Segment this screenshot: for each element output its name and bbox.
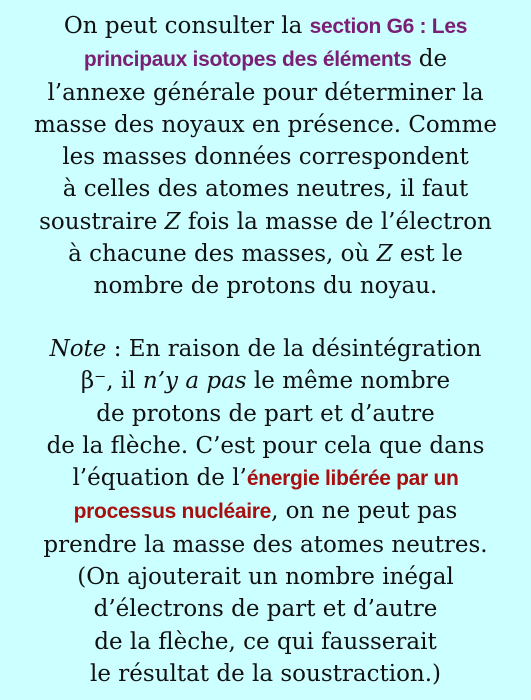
text-line: d’électrons de part et d’autre	[93, 596, 438, 623]
text-line: le résultat de la soustraction.)	[89, 660, 442, 687]
text-line	[0, 333, 531, 365]
text-span: de	[411, 46, 448, 73]
emphasis-text: n’y a pas	[142, 368, 247, 395]
link-section-g6[interactable]	[310, 15, 467, 38]
text-line: prendre la masse des atomes neutres.	[43, 531, 488, 558]
text-line: les masses données correspondent	[62, 144, 469, 171]
link-section-g6-continued[interactable]	[84, 48, 412, 71]
text-line: (On ajouterait un nombre inégal	[77, 564, 454, 591]
text-line	[0, 206, 531, 238]
link-energie-liberee[interactable]	[247, 467, 459, 490]
text-line: masse des noyaux en présence. Comme	[33, 111, 498, 138]
text-span: à chacune des masses, où	[68, 241, 377, 268]
link-text[interactable]: section G6 : Les	[309, 15, 468, 38]
text-line	[0, 495, 531, 528]
text-line	[0, 365, 531, 397]
link-text[interactable]: principaux isotopes des éléments	[83, 48, 412, 72]
text-span: On peut consulter la	[63, 13, 310, 39]
text-line: l’annexe générale pour déterminer la	[47, 79, 484, 106]
text-line	[0, 238, 531, 270]
text-span: fois la masse de l’électron	[180, 208, 492, 235]
variable-z: Z	[164, 208, 181, 235]
text-line	[0, 10, 531, 43]
text-span: β⁻, il	[80, 368, 143, 395]
text-line: de protons de part et d’autre	[96, 400, 435, 427]
paragraph-note	[0, 333, 531, 690]
variable-z: Z	[376, 241, 393, 268]
text-line: de la flèche, ce qui fausserait	[94, 628, 437, 655]
note-label: Note	[49, 336, 107, 362]
text-line: à celles des atomes neutres, il faut	[62, 176, 469, 203]
text-span: , on ne peut pas	[271, 498, 458, 525]
link-energie-liberee-continued[interactable]	[74, 500, 271, 523]
text-line: nombre de protons du noyau.	[93, 273, 438, 300]
text-span: l’équation de l’	[72, 465, 247, 492]
text-line	[0, 462, 531, 495]
text-span: le même nombre	[246, 368, 451, 395]
link-text[interactable]: processus nucléaire	[73, 500, 272, 524]
text-line	[0, 43, 531, 76]
text-span: : En raison de la désintégration	[106, 336, 482, 362]
text-span: est le	[392, 241, 463, 268]
text-span: soustraire	[39, 208, 165, 235]
link-text[interactable]: énergie libérée par un	[246, 467, 459, 491]
paragraph-isotope-masses	[0, 10, 531, 303]
text-line: de la flèche. C’est pour cela que dans	[46, 432, 485, 459]
